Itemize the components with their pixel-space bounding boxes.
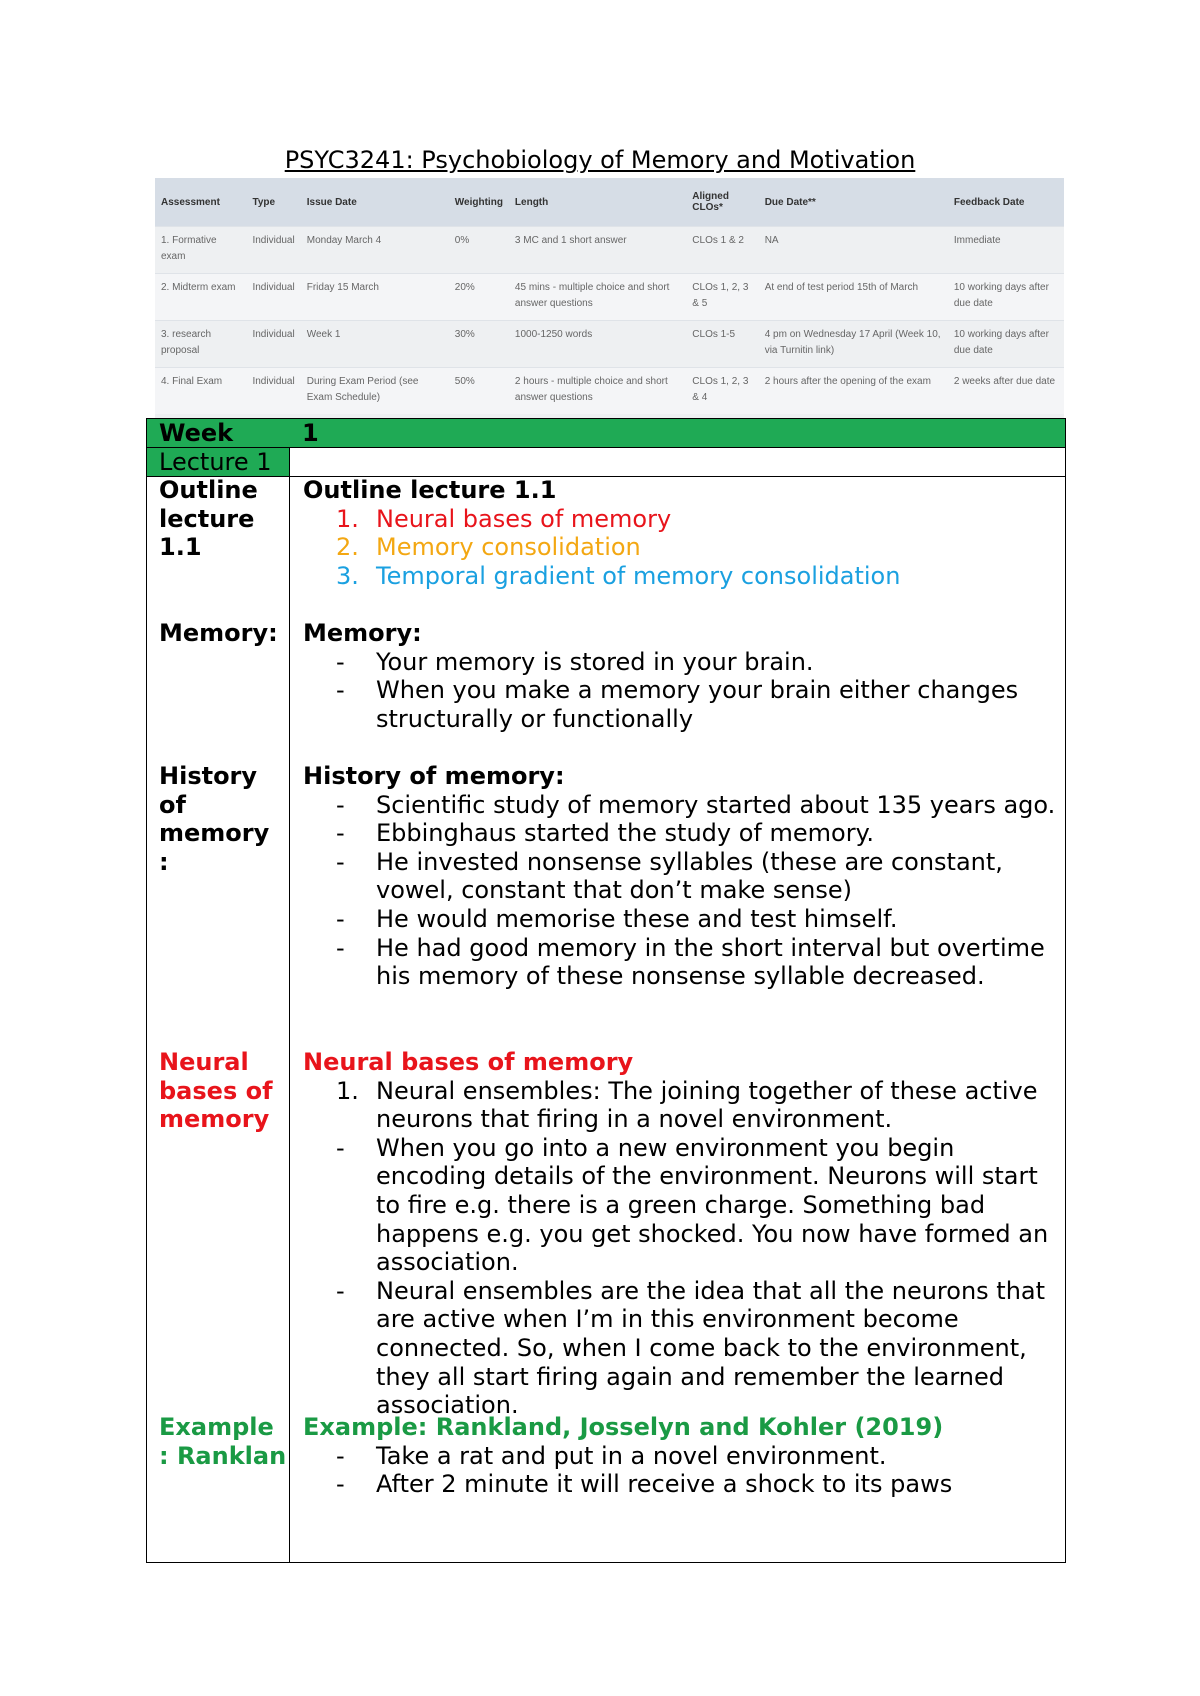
list-marker: -: [336, 790, 345, 819]
assessment-cell: 3 MC and 1 short answer: [509, 227, 686, 274]
list-item-text: When you make a memory your brain either changes structurally or functionally: [376, 676, 1019, 733]
list-item-text: Your memory is stored in your brain.: [376, 647, 814, 676]
assessment-cell: CLOs 1 & 2: [686, 227, 758, 274]
memory-block: [303, 619, 1063, 733]
list-number: 1.: [336, 1076, 359, 1105]
list-item: [303, 1442, 1063, 1471]
list-item-text: Temporal gradient of memory consolidation: [376, 561, 901, 590]
list-item-text: He would memorise these and test himself.: [376, 904, 898, 933]
list-item: [303, 934, 1063, 991]
example-block: [303, 1413, 1063, 1499]
list-marker: 1.: [336, 504, 359, 533]
assessment-cell: 2 weeks after due date: [948, 368, 1064, 415]
outline-list: [303, 505, 1063, 591]
assessment-header-cell: Assessment: [155, 178, 246, 227]
assessment-header-cell: Weighting: [449, 178, 509, 227]
notes-table: [146, 418, 1066, 1563]
assessment-header-cell: Feedback Date: [948, 178, 1064, 227]
list-item: [303, 1470, 1063, 1499]
list-marker: 2.: [336, 533, 359, 562]
assessment-cell: CLOs 1-5: [686, 321, 758, 368]
list-marker: -: [336, 1276, 345, 1305]
assessment-cell: 0%: [449, 227, 509, 274]
neural-heading: Neural bases of memory: [303, 1048, 634, 1076]
assessment-cell: Individual: [246, 274, 300, 321]
assessment-cell: 30%: [449, 321, 509, 368]
neural-list: [303, 1134, 1063, 1420]
assessment-header-cell: Issue Date: [301, 178, 449, 227]
list-item-text: Scientific study of memory started about 135 years ago.: [376, 790, 1056, 819]
list-item-text: Ebbinghaus started the study of memory.: [376, 819, 874, 848]
week-row: [147, 418, 1065, 448]
assessment-cell: 10 working days after due date: [948, 274, 1064, 321]
list-marker: -: [336, 1133, 345, 1162]
list-item: [303, 562, 1063, 591]
assessment-cell: 45 mins - multiple choice and short answer questions: [509, 274, 686, 321]
list-item: [303, 533, 1063, 562]
assessment-cell: During Exam Period (see Exam Schedule): [301, 368, 449, 415]
neural-numbered-text: Neural ensembles: The joining together of these active neurons that firing in a novel environment.: [376, 1076, 1038, 1134]
assessment-row: [155, 321, 1064, 368]
list-marker: -: [336, 1470, 345, 1499]
assessment-cell: 10 working days after due date: [948, 321, 1064, 368]
list-marker: 3.: [336, 561, 359, 590]
assessment-row: [155, 274, 1064, 321]
assessment-cell: CLOs 1, 2, 3 & 5: [686, 274, 758, 321]
assessment-row: [155, 227, 1064, 274]
list-item: [303, 1277, 1063, 1420]
history-heading: History of memory:: [303, 762, 565, 790]
assessment-cell: 50%: [449, 368, 509, 415]
outline-heading: Outline lecture 1.1: [303, 476, 557, 504]
lecture-row: [147, 447, 1065, 477]
list-item: [303, 848, 1063, 905]
assessment-header-cell: Length: [509, 178, 686, 227]
assessment-header-cell: Due Date**: [759, 178, 948, 227]
assessment-cell: 2 hours after the opening of the exam: [759, 368, 948, 415]
list-marker: -: [336, 819, 345, 848]
assessment-cell: Immediate: [948, 227, 1064, 274]
list-marker: -: [336, 647, 345, 676]
list-item-text: Neural ensembles are the idea that all the neurons that are active when I’m in this environment become connected. So, when I come back to the environment, they all start firing again and remember the learned association.: [376, 1276, 1046, 1420]
list-item-text: After 2 minute it will receive a shock to its paws: [376, 1470, 953, 1499]
week-label: Week: [159, 419, 234, 447]
history-list: [303, 791, 1063, 991]
history-label: History of memory :: [159, 762, 270, 876]
assessment-cell: NA: [759, 227, 948, 274]
list-item-text: When you go into a new environment you begin encoding details of the environment. Neurons will start to fire e.g. there is a green charge. Something bad happens e.g. you get shocked. You now have formed an association.: [376, 1133, 1049, 1277]
assessment-cell: Friday 15 March: [301, 274, 449, 321]
assessment-cell: Individual: [246, 321, 300, 368]
list-marker: -: [336, 904, 345, 933]
lecture-label: Lecture 1: [159, 448, 272, 476]
neural-numbered-item: [303, 1077, 1063, 1134]
assessment-cell: 4 pm on Wednesday 17 April (Week 10, via Turnitin link): [759, 321, 948, 368]
list-item-text: Memory consolidation: [376, 533, 641, 562]
memory-list: [303, 648, 1063, 734]
example-label: Example : Ranklan: [159, 1413, 287, 1470]
assessment-row: [155, 368, 1064, 415]
history-block: [303, 762, 1063, 991]
assessment-cell: Individual: [246, 227, 300, 274]
assessment-header-cell: Aligned CLOs*: [686, 178, 758, 227]
assessment-cell: Monday March 4: [301, 227, 449, 274]
assessment-cell: 20%: [449, 274, 509, 321]
outline-label: Outline lecture 1.1: [159, 476, 258, 562]
example-list: [303, 1442, 1063, 1499]
neural-label: Neural bases of memory: [159, 1048, 273, 1134]
outline-block: [303, 476, 1063, 590]
column-divider: [289, 418, 290, 1562]
list-item-text: He had good memory in the short interval but overtime his memory of these nonsense syllable decreased.: [376, 933, 1045, 991]
list-item: [303, 791, 1063, 820]
assessment-cell: Week 1: [301, 321, 449, 368]
list-item-text: He invested nonsense syllables (these are constant, vowel, constant that don’t make sense): [376, 847, 1003, 905]
list-item: [303, 819, 1063, 848]
memory-heading: Memory:: [303, 619, 422, 647]
assessment-cell: 3. research proposal: [155, 321, 246, 368]
assessment-cell: Individual: [246, 368, 300, 415]
neural-block: [303, 1048, 1063, 1420]
list-item: [303, 905, 1063, 934]
assessment-cell: 1000-1250 words: [509, 321, 686, 368]
list-item-text: Take a rat and put in a novel environment.: [376, 1441, 887, 1470]
assessment-cell: 2. Midterm exam: [155, 274, 246, 321]
assessment-cell: 1. Formative exam: [155, 227, 246, 274]
list-marker: -: [336, 1441, 345, 1470]
assessment-cell: CLOs 1, 2, 3 & 4: [686, 368, 758, 415]
page-title: PSYC3241: Psychobiology of Memory and Motivation: [284, 146, 916, 174]
assessment-table: [155, 178, 1064, 418]
list-marker: -: [336, 847, 345, 876]
list-marker: -: [336, 676, 345, 705]
assessment-cell: 4. Final Exam: [155, 368, 246, 415]
example-heading: Example: Rankland, Josselyn and Kohler (2019): [303, 1413, 944, 1441]
assessment-cell: 2 hours - multiple choice and short answer questions: [509, 368, 686, 415]
list-item-text: Neural bases of memory: [376, 504, 672, 533]
list-marker: -: [336, 933, 345, 962]
list-item: [303, 1134, 1063, 1277]
assessment-cell: At end of test period 15th of March: [759, 274, 948, 321]
list-item: [303, 505, 1063, 534]
list-item: [303, 676, 1063, 733]
week-value: 1: [302, 419, 319, 447]
memory-label: Memory:: [159, 619, 278, 647]
assessment-header-cell: Type: [246, 178, 300, 227]
list-item: [303, 648, 1063, 677]
